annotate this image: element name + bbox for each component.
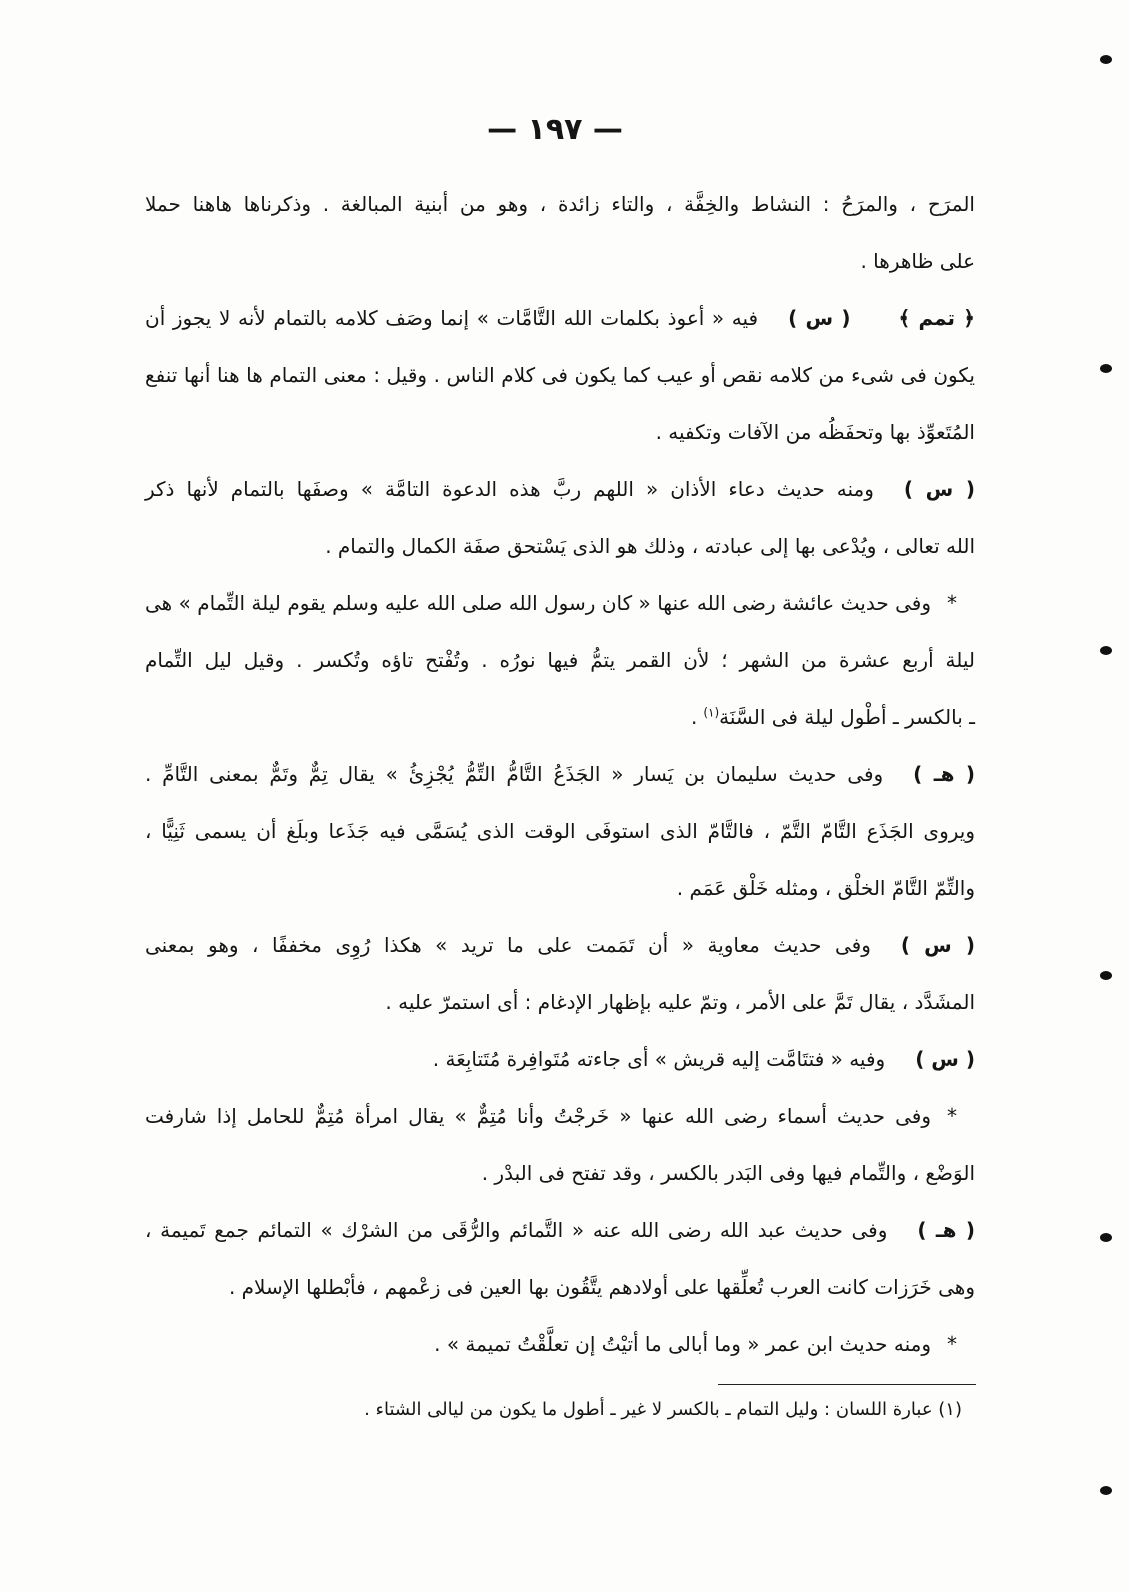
text-line-content: وفى حديث عائشة رضى الله عنها « كان رسول الله صلى الله عليه وسلم يقوم ليلة التِّمام » هى — [145, 591, 931, 615]
scan-edge-mark — [1100, 364, 1112, 373]
source-marker: ( س ) — [900, 933, 975, 957]
headword: ﴿ تمم ﴾ — [898, 306, 975, 330]
star-marker: * — [947, 1332, 957, 1356]
text-line-content: فيه « أعوذ بكلمات الله التَّامَّات » إنما وصَف كلامه بالتمام لأنه لا يجوز أن — [145, 306, 759, 330]
text-line-tail: . — [690, 705, 698, 729]
text-line: الله تعالى ، ويُدْعى بها إلى عبادته ، وذلك هو الذى يَسْتحق صفَة الكمال والتمام . — [325, 534, 975, 558]
text-line — [145, 461, 975, 518]
scan-edge-mark — [1100, 1486, 1112, 1495]
text-line: وهى خَرَزات كانت العرب تُعلِّقها على أولادهم يتَّقُون بها العين فى زعْمهم ، فأبْطلها الإسلام . — [228, 1275, 975, 1299]
text-line: يكون فى شىء من كلامه نقص أو عيب كما يكون فى كلام الناس . وقيل : معنى التمام ها هنا أنها تنفع — [145, 363, 975, 387]
source-marker: ( س ) — [788, 306, 851, 330]
scan-edge-mark — [1100, 646, 1112, 655]
page-number: — ١٩٧ — — [487, 112, 623, 147]
scan-edge-mark — [1100, 971, 1112, 980]
text-line-content: وفى حديث سليمان بن يَسار « الجَذَعُ التَّامُّ التِّمُّ يُجْزِئُ » يقال تِمٌّ وتَمٌّ بمعنى التَّامِّ . — [145, 762, 884, 786]
scan-edge-mark — [1100, 1233, 1112, 1242]
text-line: والتِّمّ التَّامّ الخلْق ، ومثله خَلْق عَمَم . — [676, 876, 975, 900]
source-marker: ( س ) — [903, 477, 975, 501]
text-line-content: وفى حديث عبد الله رضى الله عنه « التَّمائم والرُّقَى من الشرْك » التمائم جمع تَميمة ، — [145, 1218, 888, 1242]
source-marker: ( هـ ) — [913, 762, 975, 786]
text-line-content: ومنه حديث دعاء الأذان « اللهم ربَّ هذه الدعوة التامَّة » وصفَها بالتمام لأنها ذكر — [145, 477, 874, 501]
source-marker: ( هـ ) — [917, 1218, 975, 1242]
text-line — [145, 917, 975, 974]
text-line-content: وفى حديث أسماء رضى الله عنها « خَرجْتُ وأنا مُتِمٌّ » يقال امرأة مُتِمٌّ للحامل إذا شارفت — [145, 1104, 931, 1128]
text-line — [145, 575, 975, 632]
text-line — [145, 746, 975, 803]
text-line: المرَح ، والمرَحُ : النشاط والخِفَّة ، والتاء زائدة ، وهو من أبنية المبالغة . وذكرناها هاهنا حملا — [145, 192, 975, 216]
footnote: (١) عبارة اللسان : وليل التمام ـ بالكسر لا غير ـ أطول ما يكون من ليالى الشتاء . — [364, 1399, 962, 1420]
text-line-content: وفيه « فتتَامَّت إليه قريش » أى جاءته مُتَوافِرة مُتَتابِعَة . — [432, 1047, 886, 1071]
star-marker: * — [947, 591, 957, 615]
text-line — [145, 1031, 975, 1088]
text-line: ويروى الجَذَع التَّامّ التَّمّ ، فالتَّامّ الذى استوفَى الوقت الذى يُسَمَّى فيه جَذَعا وبلَغ أن يسمى ثَنِيًّا ، — [145, 819, 975, 843]
text-line-content: ومنه حديث ابن عمر « وما أبالى ما أتيْتُ إن تعلَّقْتُ تميمة » . — [434, 1332, 931, 1356]
footnote-reference: (١) — [703, 705, 720, 720]
text-line — [145, 1316, 975, 1373]
text-line-content: وفى حديث معاوية « أن تَمَمت على ما تريد » هكذا رُوِى مخففًا ، وهو بمعنى — [145, 933, 871, 957]
scan-edge-mark — [1100, 55, 1112, 64]
footnote-separator — [718, 1384, 976, 1385]
body-text — [145, 176, 975, 1373]
text-line: ليلة أربع عشرة من الشهر ؛ لأن القمر يتمُّ فيها نورُه . وتُفْتح تاؤه وتُكسر . وقيل ليل التِّمام — [145, 648, 975, 672]
text-line: المُتَعوِّذ بها وتحفَظُه من الآفات وتكفيه . — [655, 420, 975, 444]
source-marker: ( س ) — [915, 1047, 975, 1071]
text-line — [145, 689, 975, 746]
text-line — [145, 1202, 975, 1259]
text-line — [145, 1088, 975, 1145]
text-line: الوَضْع ، والتِّمام فيها وفى البَدر بالكسر ، وقد تفتح فى البدْر . — [481, 1161, 975, 1185]
text-line: المشَدَّد ، يقال تَمَّ على الأمر ، وتمّ عليه بإظهار الإدغام : أى استمرّ عليه . — [385, 990, 975, 1014]
text-line: على ظاهرها . — [860, 249, 975, 273]
text-line-content: ـ بالكسر ـ أطْول ليلة فى السَّنَة — [719, 705, 975, 729]
star-marker: * — [947, 1104, 957, 1128]
text-line — [145, 290, 975, 347]
